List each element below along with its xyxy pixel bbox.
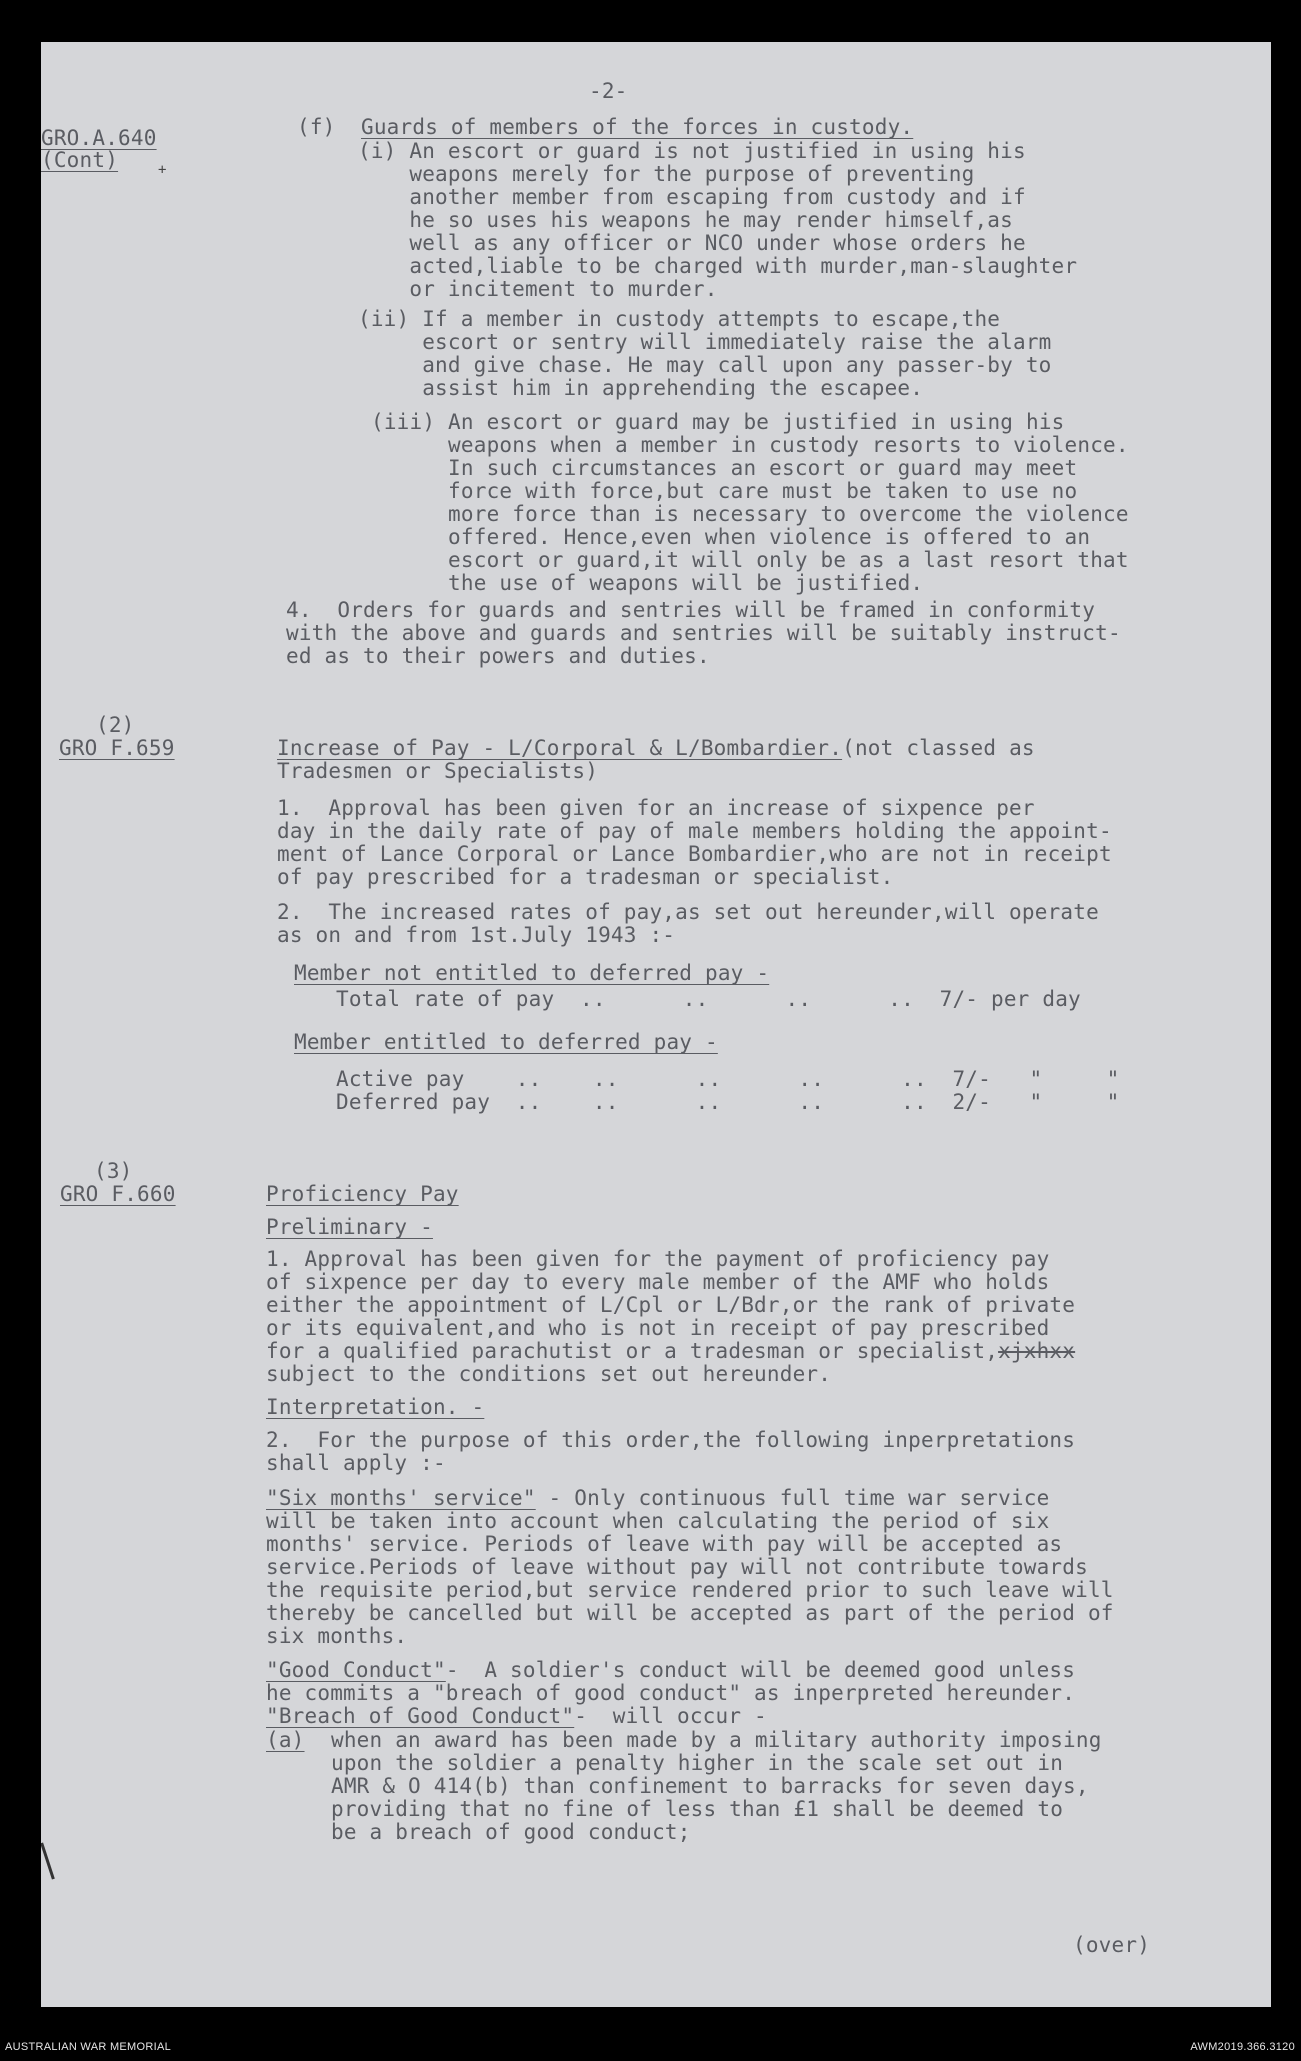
breach-term: "Breach of Good Conduct"	[266, 1704, 575, 1728]
guards-line: or incitement to murder.	[358, 277, 718, 301]
pay-heading: Increase of Pay - L/Corporal & L/Bombardier.	[277, 736, 843, 760]
pay-heading-rest: (not classed as	[842, 736, 1035, 760]
item-a-label: (a)	[266, 1728, 305, 1752]
guards-line: weapons merely for the purpose of preventing	[358, 162, 975, 186]
six-months-line: six months.	[266, 1624, 408, 1648]
footer-source: AUSTRALIAN WAR MEMORIAL	[5, 2041, 172, 2053]
good-conduct-term: "Good Conduct"	[266, 1658, 446, 1682]
guards-line: offered. Hence,even when violence is offered to an	[371, 525, 1091, 549]
six-months-text: - Only continuous full time war service	[535, 1486, 1050, 1510]
pay-para2-line: as on and from 1st.July 1943 :-	[277, 923, 676, 947]
guards-line: (ii) If a member in custody attempts to escape,the	[358, 307, 1001, 331]
footer-bar	[0, 2036, 1301, 2061]
interpretation-label: Interpretation. -	[266, 1395, 485, 1419]
pay-para1-line: of pay prescribed for a tradesman or specialist.	[277, 865, 894, 889]
margin-ref-gro-f659: GRO F.659	[59, 736, 175, 760]
guards-line: the use of weapons will be justified.	[371, 571, 924, 595]
guards-line: escort or sentry will immediately raise the alarm	[358, 330, 1052, 354]
guards-line: more force than is necessary to overcome the violence	[371, 502, 1129, 526]
guards-line: (i) An escort or guard is not justified in using his	[358, 139, 1026, 163]
guards-prefix: (f)	[297, 115, 336, 139]
six-months-term: "Six months' service"	[266, 1486, 536, 1510]
document-page	[41, 42, 1271, 2007]
proficiency-para2-line: 2. For the purpose of this order,the following inperpretations	[266, 1428, 1076, 1452]
margin-ref-number: (2)	[96, 713, 135, 737]
item-a-line: providing that no fine of less than £1 shall be deemed to	[331, 1797, 1064, 1821]
guards-line: well as any officer or NCO under whose orders he	[358, 231, 1026, 255]
guards-line: escort or guard,it will only be as a last resort that	[371, 548, 1129, 572]
guards-para4-line: with the above and guards and sentries will be suitably instruct-	[286, 621, 1121, 645]
guards-line: he so uses his weapons he may render himself,as	[358, 208, 1013, 232]
guards-line: weapons when a member in custody resorts to violence.	[371, 433, 1129, 457]
proficiency-para1-line: or its equivalent,and who is not in receipt of pay prescribed	[266, 1316, 1050, 1340]
proficiency-para1-line: of sixpence per day to every male member of the AMF who holds	[266, 1270, 1050, 1294]
entitled-label: Member entitled to deferred pay -	[294, 1030, 718, 1054]
margin-ref-gro-a640: GRO.A.640	[41, 126, 157, 150]
not-entitled-label: Member not entitled to deferred pay -	[294, 961, 770, 985]
proficiency-para1-line: subject to the conditions set out hereunder.	[266, 1362, 832, 1386]
item-a-line: upon the soldier a penalty higher in the scale set out in	[331, 1751, 1064, 1775]
proficiency-para1-line: either the appointment of L/Cpl or L/Bdr,or the rank of private	[266, 1293, 1076, 1317]
six-months-line: will be taken into account when calculating the period of six	[266, 1509, 1050, 1533]
deferred-pay-line: Deferred pay .. .. .. .. .. 2/- " "	[336, 1090, 1120, 1114]
item-a-line: AMR & O 414(b) than confinement to barracks for seven days,	[331, 1774, 1089, 1798]
margin-ref-cont: (Cont)	[41, 148, 119, 172]
proficiency-para1-line: 1. Approval has been given for the payment of proficiency pay	[266, 1247, 1050, 1271]
breach-definition	[266, 1703, 767, 1729]
six-months-line: the requisite period,but service rendered prior to such leave will	[266, 1578, 1114, 1602]
page-number: -2-	[589, 79, 628, 103]
six-months-line: service.Periods of leave without pay will not contribute towards	[266, 1555, 1088, 1579]
six-months-line: months' service. Periods of leave with pay will be accepted as	[266, 1532, 1063, 1556]
binding-mark	[41, 1842, 55, 1879]
guards-para4-line: 4. Orders for guards and sentries will be framed in conformity	[286, 598, 1096, 622]
pay-para2-line: 2. The increased rates of pay,as set out hereunder,will operate	[277, 900, 1099, 924]
proficiency-para2-line: shall apply :-	[266, 1451, 446, 1475]
item-a-line: when an award has been made by a military authority imposing	[331, 1728, 1102, 1752]
guards-line: force with force,but care must be taken to use no	[371, 479, 1078, 503]
active-pay-line: Active pay .. .. .. .. .. 7/- " "	[336, 1067, 1120, 1091]
pay-para1-line: 1. Approval has been given for an increase of sixpence per	[277, 796, 1035, 820]
struck-out-text: xjxhxx	[998, 1339, 1076, 1363]
total-rate-line: Total rate of pay .. .. .. .. 7/- per day	[336, 987, 1081, 1011]
guards-heading: Guards of members of the forces in custody.	[361, 115, 914, 139]
item-a-line: be a breach of good conduct;	[331, 1820, 691, 1844]
guards-line: acted,liable to be charged with murder,man-slaughter	[358, 254, 1078, 278]
proficiency-heading: Proficiency Pay	[266, 1182, 459, 1206]
guards-line: and give chase. He may call upon any passer-by to	[358, 353, 1052, 377]
margin-ref-number: (3)	[94, 1159, 133, 1183]
good-conduct-line: he commits a "breach of good conduct" as inperpreted hereunder.	[266, 1681, 1076, 1705]
pencil-tick-mark: +	[158, 162, 167, 178]
guards-line: (iii) An escort or guard may be justified in using his	[371, 410, 1065, 434]
pay-heading-line2: Tradesmen or Specialists)	[277, 759, 599, 783]
pay-para1-line: day in the daily rate of pay of male members holding the appoint-	[277, 819, 1112, 843]
breach-text: - will occur -	[574, 1704, 767, 1728]
good-conduct-text: - A soldier's conduct will be deemed good unless	[445, 1658, 1076, 1682]
over-note: (over)	[1073, 1933, 1151, 1957]
guards-line: In such circumstances an escort or guard may meet	[371, 456, 1078, 480]
guards-line: assist him in apprehending the escapee.	[358, 376, 924, 400]
preliminary-label: Preliminary -	[266, 1215, 433, 1239]
proficiency-para1-text: for a qualified parachutist or a tradesman or specialist,	[266, 1339, 999, 1363]
six-months-line: thereby be cancelled but will be accepted as part of the period of	[266, 1601, 1114, 1625]
guards-line: another member from escaping from custody and if	[358, 185, 1026, 209]
pay-para1-line: ment of Lance Corporal or Lance Bombardier,who are not in receipt	[277, 842, 1112, 866]
guards-para4-line: ed as to their powers and duties.	[286, 644, 710, 668]
margin-ref-gro-f660: GRO F.660	[60, 1182, 176, 1206]
footer-reference: AWM2019.366.3120	[1190, 2041, 1295, 2053]
